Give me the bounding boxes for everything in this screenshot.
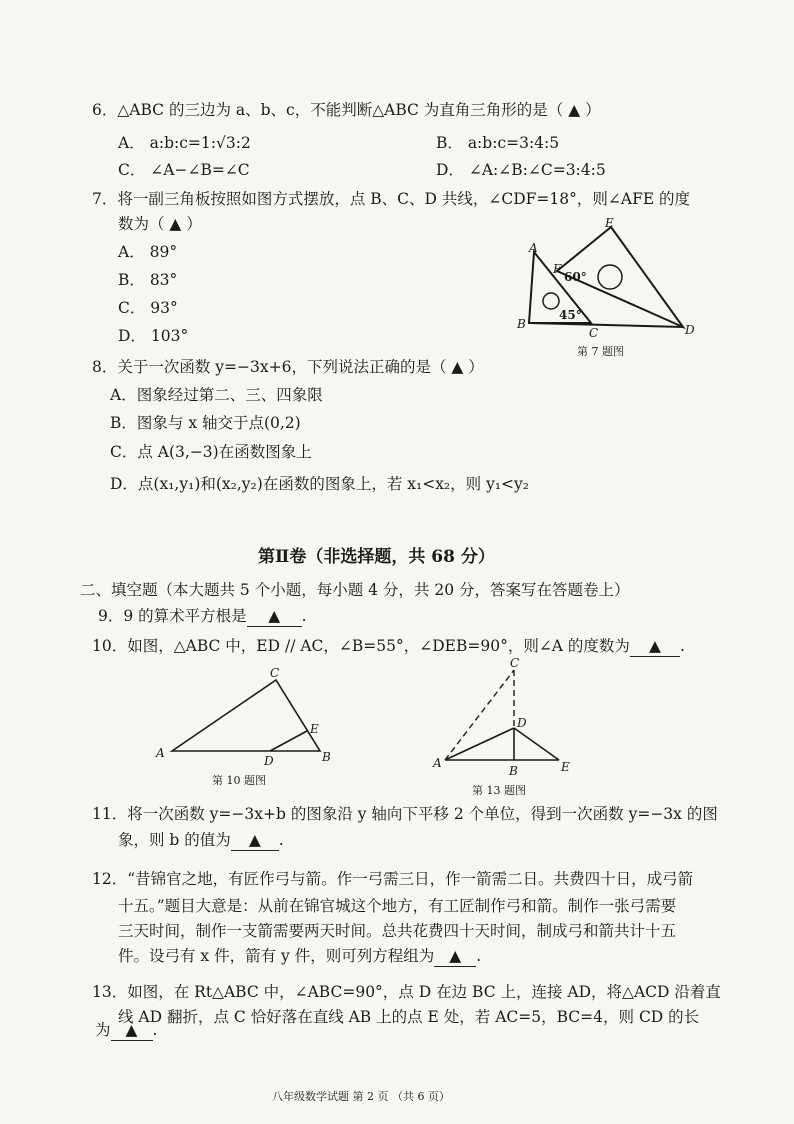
q8-option-b: B．图象与 x 轴交于点(0,2): [110, 414, 301, 432]
q10-text: 10．如图，△ABC 中，ED // AC，∠B=55°，∠DEB=90°，则∠A 的度数为: [92, 637, 630, 655]
fig10-caption: 第 10 题图: [212, 774, 266, 787]
q6-option-a: A． a:b:c=1:√3:2: [118, 134, 251, 152]
q7-option-b: B． 83°: [118, 271, 178, 289]
q6-stem: 6．△ABC 的三边为 a、b、c，不能判断△ABC 为直角三角形的是（ ▲ ）: [92, 101, 601, 119]
figure-7: [505, 215, 705, 360]
q12-blank: ▲: [434, 946, 476, 967]
q11-line2: [118, 830, 284, 851]
figure-13: [425, 655, 585, 775]
fig7-angle-60: 60°: [564, 270, 587, 284]
fig13-caption: 第 13 题图: [472, 784, 526, 797]
q10: [92, 636, 685, 657]
q11-text: 象，则 b 的值为: [118, 831, 231, 849]
fig13-label-a: A: [433, 756, 442, 770]
fig7-label-d: D: [685, 323, 695, 337]
q13-blank: ▲: [111, 1020, 153, 1041]
fig13-label-c: C: [510, 656, 520, 670]
section2-title: 二、填空题（本大题共 5 个小题，每小题 4 分，共 20 分，答案写在答题卷上）: [80, 581, 630, 599]
q13-line3: [95, 1020, 157, 1041]
q12-line1: 12．“昔锦官之地，有匠作弓与箭。作一弓需三日，作一箭需二日。共费四十日，成弓箭: [92, 870, 694, 888]
q13-line2: 线 AD 翻折，点 C 恰好落在直线 AB 上的点 E 处，若 AC=5，BC=4，则 CD 的长: [118, 1008, 700, 1026]
fig10-label-b: B: [322, 750, 331, 764]
fig10-label-a: A: [156, 746, 165, 760]
q13-period: .: [152, 1021, 158, 1039]
part2-title: 第Ⅱ卷（非选择题，共 68 分）: [258, 547, 495, 567]
q8-option-d: D．点(x₁,y₁)和(x₂,y₂)在函数的图象上，若 x₁<x₂，则 y₁<y₂: [110, 475, 530, 493]
figure-10: [150, 665, 350, 775]
fig10-label-e: E: [310, 722, 319, 736]
fig10-label-c: C: [270, 666, 280, 680]
fig13-label-b: B: [509, 764, 518, 775]
fig7-angle-45: 45°: [559, 308, 582, 322]
q10-period: .: [679, 637, 685, 655]
fig7-label-c: C: [589, 326, 599, 340]
q13-text: 为: [95, 1021, 111, 1039]
q7-option-a: A． 89°: [118, 243, 178, 261]
q7-option-d: D． 103°: [118, 327, 189, 345]
q9-blank: ▲: [247, 606, 302, 627]
fig7-caption: 第 7 题图: [577, 345, 624, 358]
fig7-label-a: A: [529, 241, 538, 255]
q9: [98, 606, 307, 627]
q7-stem-line2: 数为（ ▲ ）: [118, 215, 202, 233]
q11-line1: 11．将一次函数 y=−3x+b 的图象沿 y 轴向下平移 2 个单位，得到一次函数 y=−3x 的图: [92, 805, 718, 823]
q12-period: .: [476, 947, 482, 965]
fig7-label-b: B: [517, 317, 526, 331]
q12-line3: 三天时间，制作一支箭需要两天时间。总共花费四十天时间，制成弓和箭共计十五: [118, 922, 677, 940]
q9-text: 9．9 的算术平方根是: [98, 607, 247, 625]
q11-blank: ▲: [231, 830, 279, 851]
q12-text: 件。设弓有 x 件，箭有 y 件，则可列方程组为: [118, 947, 435, 965]
q6-option-c: C． ∠A−∠B=∠C: [118, 161, 250, 179]
fig7-label-f: F: [553, 262, 562, 276]
q8-option-a: A．图象经过第二、三、四象限: [110, 386, 323, 404]
q10-blank: ▲: [630, 636, 680, 657]
q8-option-c: C．点 A(3,−3)在函数图象上: [110, 443, 312, 461]
q7-stem-line1: 7．将一副三角板按照如图方式摆放，点 B、C、D 共线，∠CDF=18°，则∠AFE 的度: [92, 190, 691, 208]
fig13-label-d: D: [517, 716, 527, 730]
page-footer: 八年级数学试题 第 2 页 （共 6 页）: [272, 1090, 450, 1103]
q11-period: .: [278, 831, 284, 849]
q7-option-c: C． 93°: [118, 299, 178, 317]
q6-option-b: B． a:b:c=3:4:5: [436, 134, 560, 152]
q6-option-d: D． ∠A:∠B:∠C=3:4:5: [436, 161, 606, 179]
fig10-label-d: D: [264, 754, 274, 768]
q13-line1: 13．如图，在 Rt△ABC 中，∠ABC=90°，点 D 在边 BC 上，连接 AD，将△ACD 沿着直: [92, 983, 721, 1001]
q12-line4: [118, 946, 481, 967]
fig13-label-e: E: [561, 760, 570, 774]
fig7-label-e: E: [605, 216, 614, 230]
q9-period: .: [301, 607, 307, 625]
q12-line2: 十五。”题目大意是：从前在锦官城这个地方，有工匠制作弓和箭。制作一张弓需要: [118, 897, 677, 915]
q8-stem: 8．关于一次函数 y=−3x+6，下列说法正确的是（ ▲ ）: [92, 358, 484, 376]
